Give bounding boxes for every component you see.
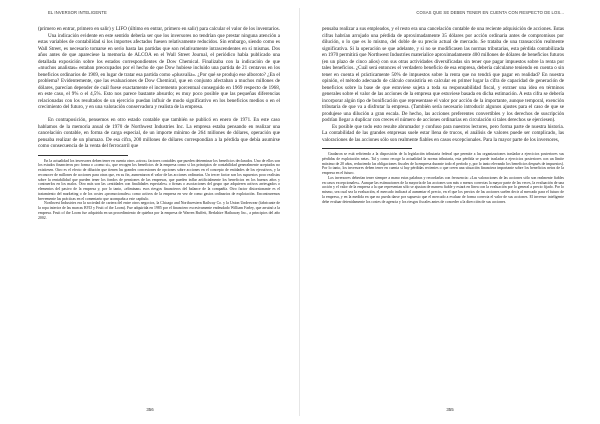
paragraph: pensaba realizar a sus empleados, y el resto era una cancelación contable de una reciente adquisición de acciones. Estas cifras habrían arrojado una pérdida de aproximadamente 35 dólares por acción ordinaria antes de compromisos por dilución, o lo que es lo mismo, del doble de su precio actual de mercado. Se trataba de una transacción realmente significativa. Si la operación se que adelante, y si no se modificasen las normas tributarias, esta pérdida contabilizada en 1970 permitirá que Northwest Industries materialice aproximadamente 400 millones de dólares de beneficios futuros (en un plazo de cinco años) con sus otras actividades diversificadas sin tener que pagar impuestos sobre la renta por tales beneficios. ¿Cuál será entonces el verdadero beneficio de esa empresa, debería calcularse teniendo en cuenta o sin tener en cuenta el prácticamente 50% de impuestos sobre la renta que no tendrá que pagar en realidad? En nuestra opinión, el método adecuado de cálculo consistiría en calcular en primer lugar la cifra de capacidad de generación de beneficios sobre la base de que estuviese sujeta a toda su responsabilidad fiscal, y extraer una idea en términos generales sobre el valor de las acciones de la empresa que estuviese basada en dicha estimación. A esta cifra se debería incorporar algún tipo de bonificación que representase el valor por acción de la importante, aunque temporal, exención tributaria de que va a disfrutar la empresa. (También sería necesario introducir algunos ajustes para el caso de que se produjese una dilución a gran escala. De hecho, las acciones preferentes convertibles y los derechos de suscripción podrían llegar a duplicar con creces el número de acciones ordinarias en circulación si tales derechos se ejerciesen). [322,26,564,123]
running-header-right: COSAS QUE SE DEBEN TENER EN CUENTA CON RESPECTO DE LOS... [416,10,564,15]
footnotes-left [38,159,280,221]
footnote-rule [322,148,412,149]
body-text-left [38,26,280,150]
paragraph: En contraposición, pensemos en otro estado contable que también se publicó en enero de 1971. En este caso hablamos de la memoria anual de 1970 de Northwest Industries Inc. La empresa estaba pensando en realizar una cancelación contable, en forma de carga especial, de un importe mínimo de 264 millones de dólares, operación que pensaba realizar de un plumazo. De esa cifra, 200 millones de dólares correspondían a la pérdida que debía asumirse como consecuencia de la venta del ferrocarril que [38,117,280,149]
right-page [300,0,600,424]
footnote: Gradaron se está refiriendo a la disposición de la legislación tributaria federal que permite a las organizaciones trasladar a ejercicios posteriores sus pérdidas de explotación netas. Tal y como recoge la actualidad la norma tributaria, esta pérdida se puede trasladar a ejercicios posteriores con un límite máximo de 20 años, reduciendo las obligaciones fiscales de la empresa durante todo el período y, por lo tanto elevando los beneficios después de impuestos). Por lo tanto, los inversores deben tener en cuenta si hay pérdidas recientes o que creen una situación financiera importante sobre los beneficios netos de la empresa en el futuro. [322,152,564,175]
body-text-right [322,26,564,143]
page-number-left: 356 [146,407,154,412]
footnote: En la actualidad los inversores deben tener en cuenta otros «otros» factores contables que pueden determinar los beneficios declarados. Uno de ellos son los estados financieros pro forma o «como si», que recogen los beneficios de la empresa como si los principios de contabilidad generalmente aceptados no existiesen. Otro es el efecto de dilución que tienen las grandes concesiones de opciones sobre acciones en el concepto de entidades de los ejecutivos, y la reconocer de millones de acciones para otras que, en su fin, aumentaron el valor de las acciones ordinarias. Un tercer factor son los supuestos poco realistas sobre la rentabilidad que pueden tener los fondos de pensiones de las empresas, que pueden inflar artificialmente los beneficios en los buenos años y contraerlos en los malos. Otro más son las «entidades con finalidades especiales» o firmas o asociaciones del grupo que adquieren activos arriesgados o elementos del pasivo de la empresa y, por lo tanto, «eliminan» esos riesgos financieros del balance de la compañía. Otro factor distorsionante es el tratamiento del marketing o de los costes «promocionales» como activos de la empresa en vez de como gastos ordinarios de explotación. Encontraremos brevemente las prácticas en el comentario que acompaña a este capítulo. [38,158,280,201]
page-number-right: 355 [446,407,454,412]
paragraph: (primero en entrar, primero en salir) y LIFO (último en entrar, primero en salir) para calcular el valor de los inventarios. [38,26,280,32]
running-header-left: EL INVERSOR INTELIGENTE [48,10,107,15]
paragraph: Es posible que todo esto resulte abrumador y confuso para nuestros lectores, pero forma parte de nuestra historia. La contabilidad de las grandes empresas suele estar llena de trucos, el análisis de valores puede ser complicado, las valoraciones de las acciones sólo son realmente fiables en casos excepcionales. Para la mayor parte de los inversores, [322,123,564,143]
paragraph: Una indicación evidente en este sentido debería ser que los inversores no tendrían que prestar ninguna atención a estas variables de contabilidad si los importes afectados fuesen relativamente reducidos. Sin embargo, siendo como es Wall Street, es necesario tomarse en serio hasta las partidas que son relativamente intrascendentes en sí mismas. Dos años antes de que apareciese la memoria de ALCOA en el Wall Street Journal, el periódico había publicado una detallada exposición sobre los estados correspondientes de Dow Chemical. Finalizaba con la indicación de que «muchos analistas» estaban preocupados por el hecho de que Dow hubiese incluido una partida de 21 centavos en los beneficios ordinarios de 1969, en lugar de tratar esa partida como «plusvalía». ¿Por qué se produjo ese alboroto? ¿En el problema? Evidentemente, que las evaluaciones de Dow Chemical, que en conjunto afectaban a muchos millones de dólares, parecían depender de cuál fuese exactamente el incremento porcentual conseguido en 1969 respecto de 1968, en este caso, el 9% o el 4,5%. Esto nos parece bastante absurdo; es muy poco posible que las pequeñas diferencias relacionadas con los resultados de un ejercicio puedan influir de modo significativo en los beneficios medios o en el crecimiento del futuro, y en una valoración conservadora y realista de la empresa. [38,32,280,110]
footnotes-right [322,152,564,204]
footnote: Los inversores deberían tener siempre a mano estas palabras y recordarlas con frecuencia: «Las valoraciones de las acciones sólo son realmente fiables en casos excepcionales». Aunque las estimaciones de la mayoría de las acciones son más o menos correctas la mayor parte de las veces, la evaluación de una acción y el valor de la empresa a la que representan sólo se ajustan de manera fiable y estará en línea con la evaluación por lo general a precio fijado. Por lo mismo, sea cual sea la evaluación, el mercado indicará al aumentar el precio, en el que los precios de las acciones suelen decir al mercado para el futuro de la empresa, y en la medida en que no pueda darse por supuesto que el mercado a evaluar de forma correcta el valor de sus acciones. El inversor inteligente debe evaluar detenidamente los costes de agencia y los riesgos fiscales antes de conceder a la dirección de sus acciones. [322,175,564,204]
footnote: Northwest Industries era la sociedad de cartera del entre otros negocios, la Chicago and Northwestern Railway Co. y la Union Underwear (fabricante de la ropa interior de las marcas BVD y Fruit of the Loom). Fue adquirida en 1985 por el financiero excesivamente endeudado William Farley, que arruinó a la empresa. Fruit of the Loom fue adquirida en un procedimiento de quiebra por la empresa de Warren Buffett, Berkshire Hathaway Inc., a principios del año 2002. [38,201,280,220]
footnote-rule [38,155,128,156]
